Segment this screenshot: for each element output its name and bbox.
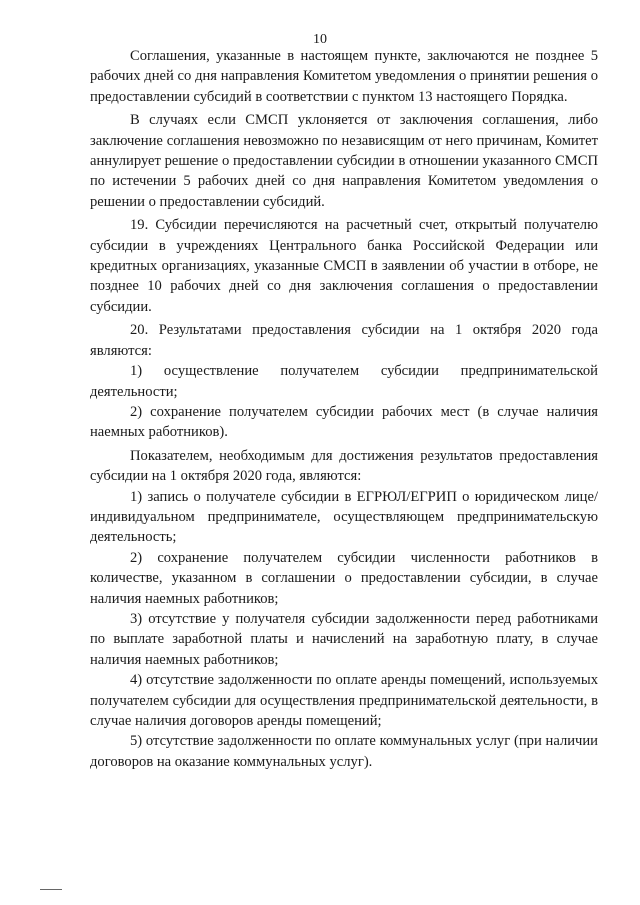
scan-mark [40,889,62,890]
paragraph-19-transfer: 19. Субсидии перечисляются на расчетный счет, открытый получателю субсидии в учреждениях Центрального банка Российской Федерации или кредитных организациях, указанные СМСП в заявлении об участии в отборе, не позднее 10 рабочих дней со дня заключения соглашения о предоставлении субсидии. [90,217,598,315]
indicator-item-5: 5) отсутствие задолженности по оплате коммунальных услуг (при наличии договоров на оказание коммунальных услуг). [90,733,598,770]
paragraph-agreement-deadline: Соглашения, указанные в настоящем пункте, заключаются не позднее 5 рабочих дней со дня направления Комитетом уведомления о принятии решения о предоставлении субсидий в соответствии с пунктом 13 настоящего Порядка. [90,48,598,105]
indicator-item-3: 3) отсутствие у получателя субсидии задолженности перед работниками по выплате заработной платы и начислений на заработную плату, в случае наличия наемных работников; [90,610,598,668]
indicator-item-2: 2) сохранение получателем субсидии численности работников в количестве, указанном в соглашении о предоставлении субсидии, в случае наличия наемных работников; [90,549,598,607]
paragraph-indicators: Показателем, необходимым для достижения результатов предоставления субсидии на 1 октября 2020 года, являются: [90,447,598,485]
paragraph-agreement-refusal: В случаях если СМСП уклоняется от заключения соглашения, либо заключение соглашения невозможно по независящим от него причинам, Комитет аннулирует решение о предоставлении субсидии в отношении указанного СМСП по истечении 5 рабочих дней со дня направления Комитетом уведомления о решении о предоставлении субсидий. [90,112,598,210]
paragraph-20-results: 20. Результатами предоставления субсидии на 1 октября 2020 года являются: [90,322,598,359]
indicator-item-1: 1) запись о получателе субсидии в ЕГРЮЛ/ЕГРИП о юридическом лице/индивидуальном предпринимателе, осуществляющем предпринимательскую деятельность; [90,488,598,546]
document-body [90,46,598,772]
result-item-1: 1) осуществление получателем субсидии предпринимательской деятельности; [90,363,598,400]
page-number: 10 [313,32,327,47]
indicator-item-4: 4) отсутствие задолженности по оплате аренды помещений, используемых получателем субсидии для осуществления предпринимательской деятельности, в случае наличия договоров аренды помещений; [90,672,598,729]
result-item-2: 2) сохранение получателем субсидии рабочих мест (в случае наличия наемных работников). [90,403,598,441]
